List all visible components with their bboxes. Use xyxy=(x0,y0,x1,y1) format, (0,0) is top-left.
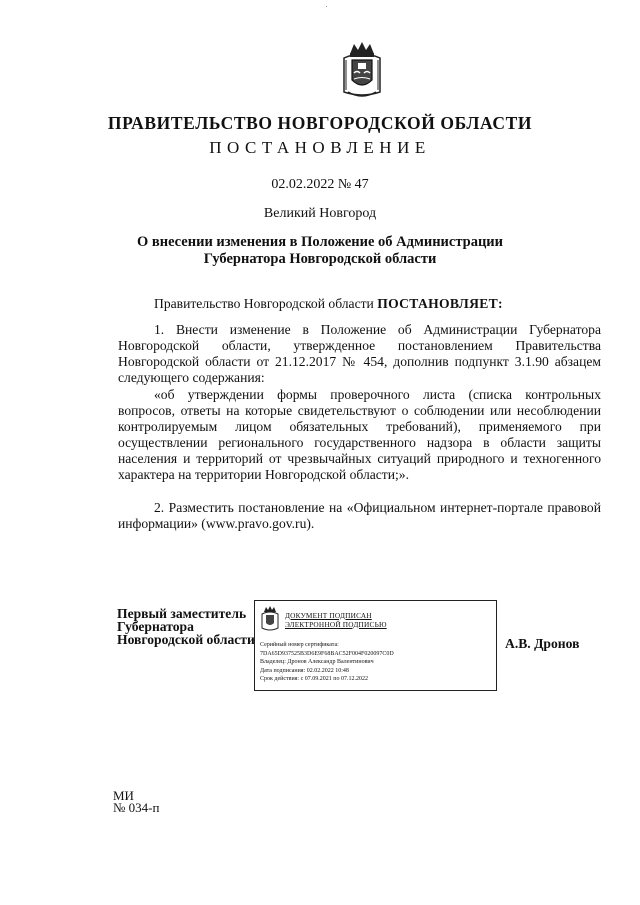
scan-speck xyxy=(326,6,327,7)
stamp-details xyxy=(260,641,492,684)
stamp-signed-date: Дата подписания: 02.02.2022 10:48 xyxy=(260,667,349,674)
signer-position xyxy=(117,607,255,646)
stamp-title xyxy=(285,611,395,629)
signer-position-line-1: Первый заместитель xyxy=(117,606,247,621)
coat-of-arms-icon xyxy=(340,40,384,100)
stamp-coat-of-arms-icon xyxy=(260,606,280,632)
document-date-number: 02.02.2022 № 47 xyxy=(271,177,369,192)
subject-line-2: Губернатора Новгородской области xyxy=(203,251,437,267)
stamp-cert-label: Серийный номер сертификата: xyxy=(260,642,339,648)
stamp-title-line-1: ДОКУМЕНТ ПОДПИСАН xyxy=(285,611,372,620)
document-footer xyxy=(113,790,159,814)
document-type: ПОСТАНОВЛЕНИЕ xyxy=(209,138,431,157)
signer-position-line-3: Новгородской области xyxy=(117,632,255,647)
electronic-signature-stamp xyxy=(254,600,497,691)
paragraph-2: 2. Разместить постановление на «Официальном интернет-портале правовой информации» (www.pravo.gov.ru). xyxy=(118,500,601,531)
document-subject xyxy=(0,234,640,268)
signer-name: А.В. Дронов xyxy=(505,636,580,651)
signer-position-line-2: Губернатора xyxy=(117,619,194,634)
stamp-title-line-2: ЭЛЕКТРОННОЙ ПОДПИСЬЮ xyxy=(285,620,387,629)
stamp-owner: Владелец: Дронов Александр Валентинович xyxy=(260,659,374,665)
government-title: ПРАВИТЕЛЬСТВО НОВГОРОДСКОЙ ОБЛАСТИ xyxy=(107,113,533,133)
paragraph-1: 1. Внести изменение в Положение об Администрации Губернатора Новгородской области, утвержденное постановлением Правительства Новгородской области от 21.12.2017 № 454, дополнив подпункт 3.1.90 абзацем следующего содержания: xyxy=(118,322,601,385)
paragraph-quote: «об утверждении формы проверочного листа (списка контрольных вопросов, ответы на которые свидетельствуют о соблюдении или несоблюдении контролируемым лицом обязательных требований), применяемого при осуществлении регионального государственного надзора в области защиты населения и территорий от чрезвычайных ситуаций природного и техногенного характера на территории Новгородской области;». xyxy=(118,387,601,482)
intro-text: Правительство Новгородской области xyxy=(154,296,378,311)
intro-decree-word: ПОСТАНОВЛЯЕТ: xyxy=(377,296,503,311)
decree-intro xyxy=(118,296,601,312)
footer-initials: МИ xyxy=(113,788,134,803)
stamp-validity: Срок действия: с 07.09.2021 по 07.12.2022 xyxy=(260,676,368,682)
subject-line-1: О внесении изменения в Положение об Администрации xyxy=(136,234,504,250)
footer-number: № 034-п xyxy=(113,800,160,815)
stamp-cert-number: 7DA65D937525B3D6E9F68BAC52F004F020097C0D xyxy=(260,650,394,657)
document-city: Великий Новгород xyxy=(263,206,377,221)
